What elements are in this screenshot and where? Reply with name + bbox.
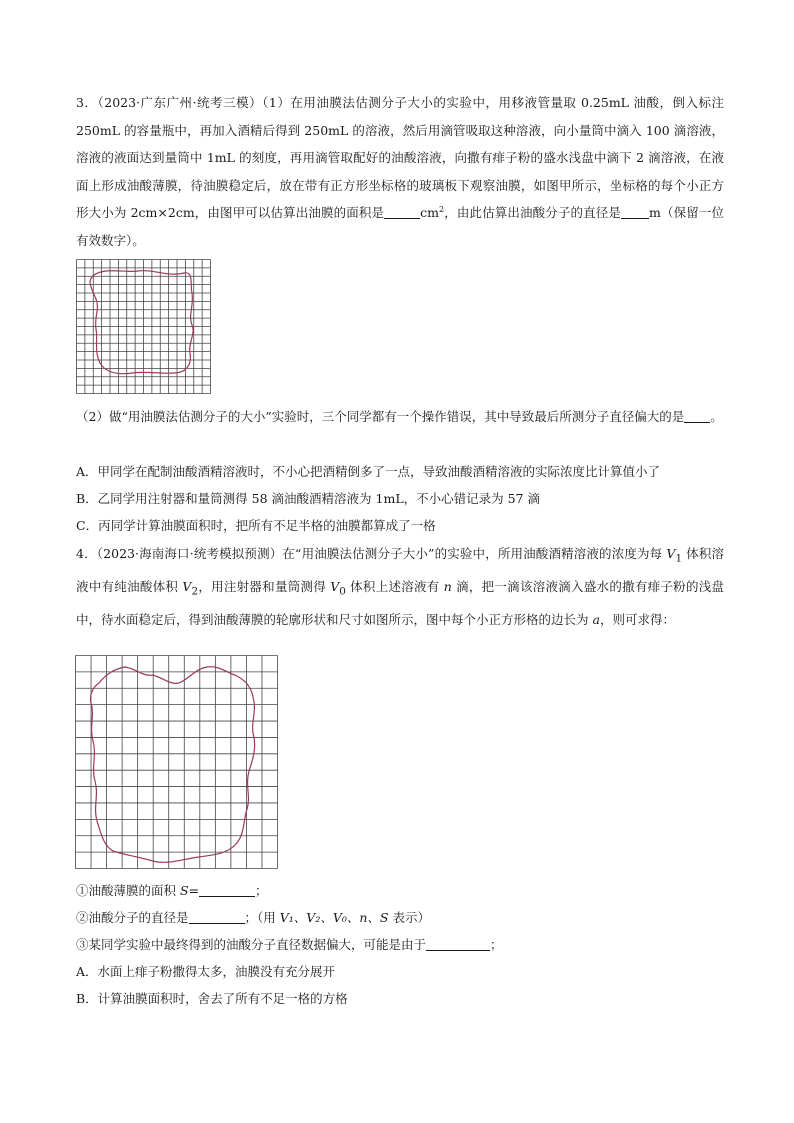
figure-jia-oil-film-outline [90,271,193,374]
q4-number: 4． [76,546,97,561]
q3-part2-end: 。 [710,409,723,424]
q3-part2 [76,403,724,431]
q3-paragraph [76,89,724,254]
q4-var-v0-sub: 0 [339,585,346,598]
q4-option-b[interactable]: B．计算油膜面积时，舍去了所有不足一格的方格 [76,991,348,1006]
q4-item1-end: ； [255,883,268,898]
figure-jia-grid [76,259,211,394]
q4-var-v2: V [182,579,192,594]
q4-intro-a: 在“用油膜法估测分子大小”的实验中，所用油酸酒精溶液的浓度为每 [282,546,667,561]
q4-var-n: n [443,579,452,594]
q4-item2-c: 表示） [388,910,430,925]
q4-item1-eq: = [188,883,200,898]
q3-unit-sup: 2 [439,204,445,214]
q4-var-v1: V [666,546,676,561]
q3-source: （2023·广东广州·统考三模） [97,95,263,110]
q3-option-a[interactable]: A．甲同学在配制油酸酒精溶液时，不小心把酒精倒多了一点，导致油酸酒精溶液的实际浓度比计算值小了 [76,464,661,479]
q3-option-c[interactable]: C．丙同学计算油膜面积时，把所有不足半格的油膜都算成了一格 [76,518,436,533]
q4-intro-f: ，则可求得： [599,612,675,627]
q4-intro-d: 体积上述溶液有 [345,579,444,594]
q3-diameter-blank[interactable] [621,206,649,220]
q4-area-blank[interactable] [199,884,255,898]
q4-var-v0: V [330,579,340,594]
q3-part2-text: （2）做“用油膜法估测分子的大小”实验时，三个同学都有一个操作错误，其中导致最后所测分子直径偏大的是 [76,409,685,424]
q3-part1-tail-a: ，由此估算出油酸分子的直径是 [444,205,621,220]
q4-var-v1-sub: 1 [675,552,683,565]
q4-item3-text: ③某同学实验中最终得到的油酸分子直径数据偏大，可能是由于 [76,937,427,952]
q3-option-b[interactable]: B．乙同学用注射器和量筒测得 58 滴油酸酒精溶液为 1mL，不小心错记录为 57 滴 [76,491,540,506]
q4-item2-text: ②油酸分子的直径是 [76,910,189,925]
q4-var-v2-sub: 2 [191,585,199,598]
q4-item1-var-s: S [179,883,189,898]
q4-intro-c: ，用注射器和量筒测得 [198,579,331,594]
q3-area-blank[interactable] [384,206,420,220]
q4-intro-e: 滴，把一滴该溶液滴入盛水的撒有痱子粉的浅盘中，待水面稳定后，得到油酸薄膜的轮廓形状和尺寸如图所示，图中每个小正方形格的边长为 [76,579,724,627]
q4-item3-end: ； [490,937,503,952]
q4-var-a: a [592,612,600,627]
figure-q4-gridlines [76,656,278,869]
q4-item-2 [76,908,736,928]
q3-part1-tail-b: （保留一位有效数字）。 [76,205,724,248]
q3-number: 3． [76,95,98,110]
q4-intro-b: 体积溶液中有纯油酸体积 [76,546,725,594]
q4-reason-blank[interactable] [426,938,490,952]
q4-paragraph [76,540,724,634]
q3-part2-blank[interactable] [684,410,710,424]
q4-option-a[interactable]: A．水面上痱子粉撒得太多，油膜没有充分展开 [76,964,336,979]
q3-part1-text: （1）在用油膜法估测分子大小的实验中，用移液管量取 0.25mL 油酸，倒入标注 250mL 的容量瓶中，再加入酒精后得到 250mL 的溶液，然后用滴管吸取这种溶液，向小量筒中滴入 100 滴溶液，溶液的液面达到量筒中 1mL 的刻度，再用滴管取配好的油酸溶液，向撒有痱子粉的盛水浅盘中滴下 2 滴溶液，在液面上形成油酸薄膜，待油膜稳定后，放在带有正方形坐标格的玻璃板下观察油膜，如图甲所示，坐标格的每个小正方形大小为 2cm×2cm，由图甲可以估算出油膜的面积是 [76,95,725,220]
q4-source: （2023·海南海口·统考模拟预测） [96,546,283,561]
q3-unit-m: m [649,205,661,220]
figure-q4-oil-film-outline [90,667,254,863]
q4-item2-vars: V₁、V₂、V₀、n、S [279,910,389,925]
q4-item1-text: ①油酸薄膜的面积 [76,883,180,898]
q4-item2-b: ；（用 [244,910,280,925]
q4-item-3 [76,935,736,955]
q4-item-1 [76,881,736,901]
q4-diameter-blank[interactable] [189,911,245,925]
figure-q4-grid [75,655,278,869]
q3-unit-cm: cm [420,205,440,220]
